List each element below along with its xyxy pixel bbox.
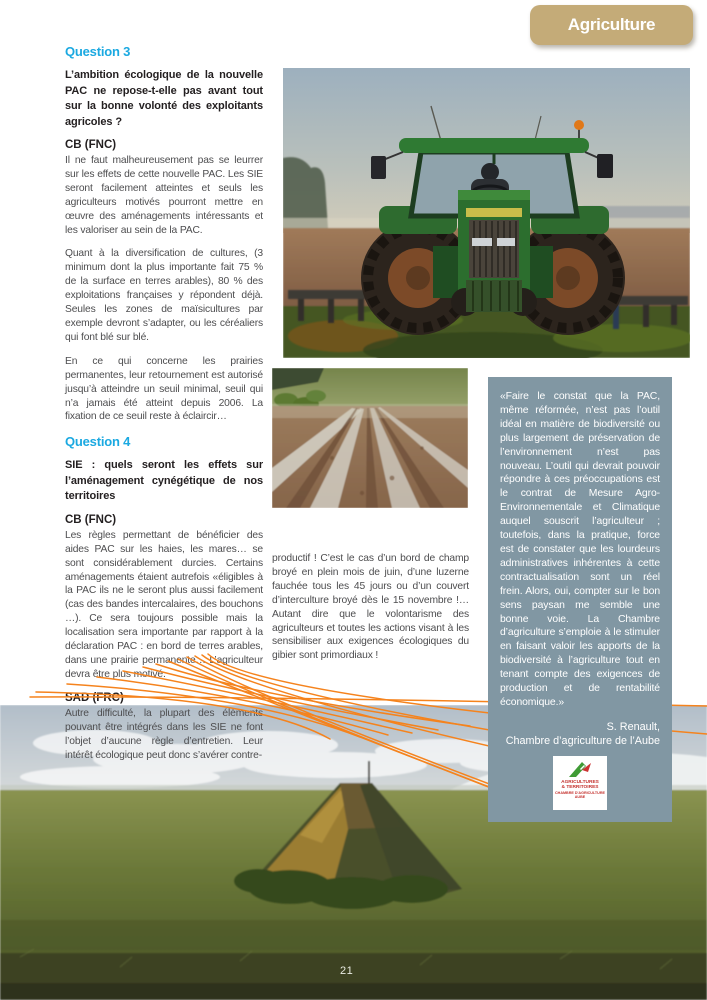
- mirror-right: [597, 154, 613, 178]
- question4-title: Question 4: [65, 434, 131, 450]
- question3-title: Question 3: [65, 44, 131, 59]
- section-tab-label: Agriculture: [567, 15, 656, 34]
- mulch-field-art: [272, 368, 468, 508]
- quote-signature: [500, 720, 660, 748]
- grille: [469, 220, 519, 278]
- tractor-photo-art: [283, 68, 690, 358]
- logo-line-3: CHAMBRE D'AGRICULTURE: [555, 790, 605, 795]
- mirror-left: [371, 156, 386, 179]
- yellow-stripe: [466, 208, 522, 217]
- chamber-logo-icon: [567, 760, 593, 778]
- cab-roof: [399, 138, 589, 153]
- front-weights: [466, 280, 522, 312]
- section-tab-agriculture: [530, 5, 693, 45]
- middle-column: [272, 552, 469, 673]
- question4-lead: SIE : quels seront les effets sur l’aménagement cynégétique de nos territoires: [65, 459, 263, 503]
- quote-text: «Faire le constat que la PAC, même réformée, n’est pas l’outil idéal en matière de biodiversité ou plus largement de préservation de l’environnement n’est pas nouveau. L’outil qui devrait pouvoir répondre à ces préoccupations est le contrat de Mesure Agro-Environnementale et Climatique auquel souscrit l’agriculteur ; toutefois, dans la pratique, force est de constater que les lourdeurs administratives inhérentes à cette contractualisation sont un réel frein. Alors, oui, compter sur le bon sens paysan me semble une bonne voie. La Chambre d’agriculture s’emploie à le stimuler en faisant valoir les apports de la biodiversité à l’agriculture tout en tenant compte des exigences de production et de rentabilité économique.»: [500, 391, 660, 708]
- question4-speaker-2: SAD (FRC): [65, 691, 124, 704]
- question3-lead: L’ambition écologique de la nouvelle PAC ne repose-t-elle pas avant tout sur la bonne volonté des exploitants agricoles ?: [65, 69, 263, 128]
- continuation-paragraph: productif ! C’est le cas d’un bord de champ broyé en plein mois de juin, d’une luzerne fauchée tous les 45 jours ou d’un couvert d’interculture broyé dès le 15 novembre !… Autant dire que le volontarisme des agriculteurs et toutes les actions visant à les sensibiliser aux exigences écologiques du gibier sont primordiaux !: [272, 553, 469, 662]
- page-number: 21: [340, 965, 354, 977]
- logo-line-2: & TERRITOIRES: [561, 785, 599, 791]
- beacon-light: [574, 120, 584, 130]
- question3-speaker: CB (FNC): [65, 139, 117, 151]
- quote-author: S. Renault,: [606, 720, 660, 733]
- driver: [481, 163, 499, 181]
- front-label: [472, 238, 492, 246]
- logo-line-4: AUBE: [574, 795, 586, 800]
- quote-box: [488, 377, 672, 822]
- question4-paragraph-1: Les règles permettant de bénéficier des aides PAC sur les haies, les mares… se sont considérablement durcies. Certains aménagements étaient autrefois «éligibles à la PAC ils ne le seront plus aussi facilement (cas des bandes intercalaires, des bouchons …). Ce sera toujours possible mais la localisation sera importante par rapport à la déclaration PAC : en bord de terres arables, dans une prairie permanente… L’agriculteur devra être plus motivé.: [65, 529, 263, 680]
- question4-speaker: CB (FNC): [65, 513, 117, 526]
- left-column: [65, 44, 263, 772]
- logo-line-1: AGRICULTURES: [561, 779, 599, 785]
- question3-paragraph-2: Quant à la diversification de cultures, (3 minimum dont la plus importante fait 75 % de la surface en terres arables), 80 % des exploitations françaises y répondent déjà. Seules les zones de maïsicultures par exemple devront s’adapter, ou les céréaliers qui font blé sur blé.: [65, 248, 263, 343]
- question3-paragraph-3: En ce qui concerne les prairies permanentes, leur retournement est autorisé jusqu’à atteindre un seuil minimal, seuil qui n’a jamais été atteint depuis 2006. La fixation de ce seuil reste à éclaircir…: [65, 355, 263, 423]
- tractor-photo: [283, 68, 690, 358]
- question4-paragraph-2: Autre difficulté, la plupart des éléments pouvant être intégrés dans les SIE ne font l’objet d’aucune règle d’entretien. Leur intérêt écologique peut donc s’avérer contre-: [65, 707, 263, 761]
- chamber-logo: [553, 756, 607, 810]
- mulch-field-photo: [272, 368, 468, 508]
- question3-paragraph-1: Il ne faut malheureusement pas se leurrer sur les effets de cette nouvelle PAC. Les SIE seront facilement atteintes et seuls les agriculteurs motivés pourront mettre en œuvre des aménagements intéressants et les valoriser au sein de la PAC.: [65, 155, 263, 236]
- quote-author-org: Chambre d’agriculture de l’Aube: [505, 734, 660, 747]
